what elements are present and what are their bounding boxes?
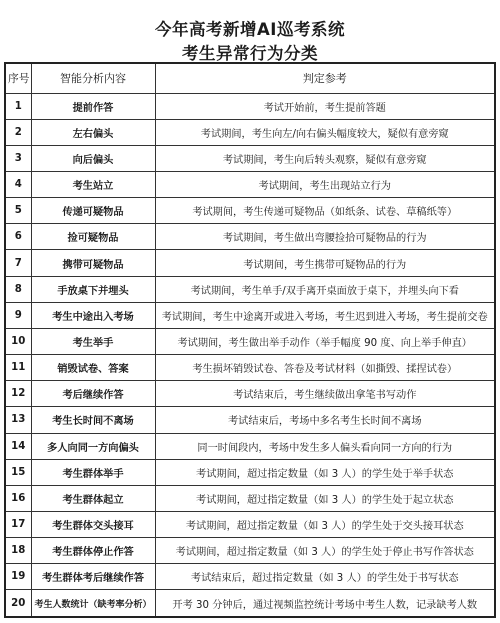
header-ref: 判定参考	[155, 63, 495, 93]
row-number: 4	[5, 171, 31, 197]
row-content: 考生群体考后继续作答	[31, 564, 155, 590]
row-number: 20	[5, 590, 31, 617]
row-criteria: 考试期间，考生出现站立行为	[155, 171, 495, 197]
table-row	[5, 459, 495, 485]
table-row	[5, 538, 495, 564]
row-criteria: 考试期间，考生向左/向右偏头幅度较大，疑似有意旁窥	[155, 119, 495, 145]
row-content: 捡可疑物品	[31, 224, 155, 250]
row-content: 手放桌下并埋头	[31, 276, 155, 302]
table-row	[5, 198, 495, 224]
table-row	[5, 302, 495, 328]
row-criteria: 考生损坏销毁试卷、答卷及考试材料（如撕毁、揉捏试卷）	[155, 355, 495, 381]
row-number: 15	[5, 459, 31, 485]
row-content: 考生群体起立	[31, 485, 155, 511]
row-criteria: 考试结束后，超过指定数量（如 3 人）的学生处于书写状态	[155, 564, 495, 590]
table-row	[5, 590, 495, 617]
row-number: 11	[5, 355, 31, 381]
row-content: 考生群体举手	[31, 459, 155, 485]
behavior-table	[4, 62, 496, 618]
row-criteria: 考试期间，考生携带可疑物品的行为	[155, 250, 495, 276]
table-row	[5, 171, 495, 197]
row-content: 提前作答	[31, 93, 155, 119]
row-content: 考后继续作答	[31, 381, 155, 407]
document-title: 今年高考新增AI巡考系统	[155, 20, 345, 39]
table-row	[5, 512, 495, 538]
row-criteria: 考试期间，超过指定数量（如 3 人）的学生处于停止书写作答状态	[155, 538, 495, 564]
row-content: 考生举手	[31, 328, 155, 354]
row-number: 16	[5, 485, 31, 511]
row-number: 12	[5, 381, 31, 407]
table-row	[5, 224, 495, 250]
row-content: 考生站立	[31, 171, 155, 197]
table-row	[5, 119, 495, 145]
row-criteria: 同一时间段内，考场中发生多人偏头看向同一方向的行为	[155, 433, 495, 459]
row-criteria: 考试期间，超过指定数量（如 3 人）的学生处于交头接耳状态	[155, 512, 495, 538]
row-criteria: 考试期间，考生中途离开或进入考场，考生迟到进入考场，考生提前交卷	[155, 302, 495, 328]
header-row	[5, 63, 495, 93]
table-row	[5, 250, 495, 276]
table-row	[5, 407, 495, 433]
row-criteria: 考试结束后，考场中多名考生长时间不离场	[155, 407, 495, 433]
row-content: 考生群体交头接耳	[31, 512, 155, 538]
row-criteria: 考试期间，超过指定数量（如 3 人）的学生处于举手状态	[155, 459, 495, 485]
row-content: 多人向同一方向偏头	[31, 433, 155, 459]
row-content: 考生中途出入考场	[31, 302, 155, 328]
row-content: 左右偏头	[31, 119, 155, 145]
row-number: 10	[5, 328, 31, 354]
row-criteria: 考试期间，超过指定数量（如 3 人）的学生处于起立状态	[155, 485, 495, 511]
row-criteria: 考试结束后，考生继续做出拿笔书写动作	[155, 381, 495, 407]
row-number: 3	[5, 145, 31, 171]
row-number: 1	[5, 93, 31, 119]
row-number: 5	[5, 198, 31, 224]
row-number: 19	[5, 564, 31, 590]
row-number: 2	[5, 119, 31, 145]
row-content: 携带可疑物品	[31, 250, 155, 276]
header-item: 智能分析内容	[31, 63, 155, 93]
row-number: 17	[5, 512, 31, 538]
row-number: 9	[5, 302, 31, 328]
table-row	[5, 564, 495, 590]
row-criteria: 考试期间，考生做出弯腰捡拾可疑物品的行为	[155, 224, 495, 250]
row-criteria: 开考 30 分钟后，通过视频监控统计考场中考生人数，记录缺考人数	[155, 590, 495, 617]
row-content: 传递可疑物品	[31, 198, 155, 224]
row-number: 14	[5, 433, 31, 459]
row-content: 向后偏头	[31, 145, 155, 171]
table-row	[5, 485, 495, 511]
table-row	[5, 145, 495, 171]
row-number: 6	[5, 224, 31, 250]
row-number: 13	[5, 407, 31, 433]
row-content: 销毁试卷、答案	[31, 355, 155, 381]
row-number: 8	[5, 276, 31, 302]
table-row	[5, 381, 495, 407]
table-row	[5, 355, 495, 381]
row-content: 考生长时间不离场	[31, 407, 155, 433]
row-criteria: 考试期间，考生做出举手动作（举手幅度 90 度、向上举手伸直）	[155, 328, 495, 354]
row-number: 7	[5, 250, 31, 276]
table-row	[5, 433, 495, 459]
row-criteria: 考试期间，考生单手/双手离开桌面放于桌下，并埋头向下看	[155, 276, 495, 302]
table-row	[5, 93, 495, 119]
table-row	[5, 328, 495, 354]
row-criteria: 考试开始前，考生提前答题	[155, 93, 495, 119]
row-criteria: 考试期间，考生传递可疑物品（如纸条、试卷、草稿纸等）	[155, 198, 495, 224]
document-subtitle: 考生异常行为分类	[182, 44, 318, 63]
row-content: 考生群体停止作答	[31, 538, 155, 564]
row-criteria: 考试期间，考生向后转头观察，疑似有意旁窥	[155, 145, 495, 171]
table-row	[5, 276, 495, 302]
row-content: 考生人数统计（缺考率分析）	[31, 590, 155, 617]
row-number: 18	[5, 538, 31, 564]
header-seq: 序号	[5, 63, 31, 93]
